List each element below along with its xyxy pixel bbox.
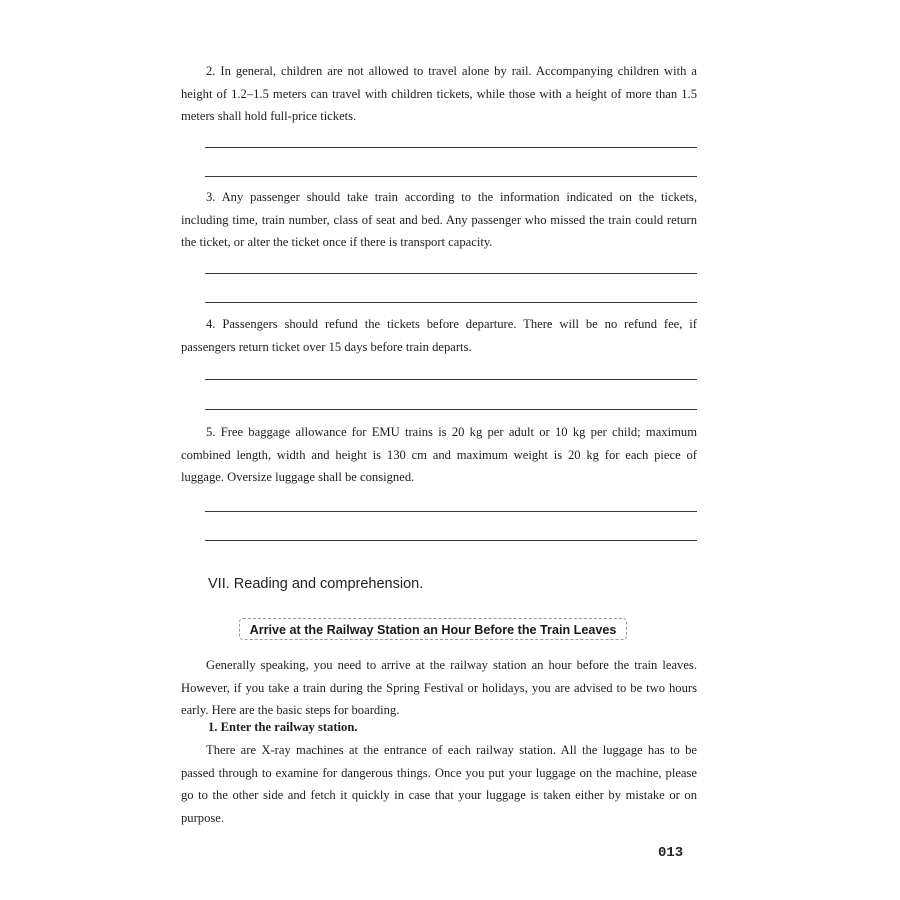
step-paragraph	[181, 739, 697, 829]
reading-title: Arrive at the Railway Station an Hour Before the Train Leaves	[239, 618, 627, 640]
step-paragraph-text: There are X-ray machines at the entrance of each railway station. All the luggage has to be passed through to examine for dangerous things. Once you put your luggage on the machine, please go to the other side and fetch it quickly in case that your luggage is taken either by mistake or on purpose.	[181, 743, 697, 825]
exercise-item-4-text: 4. Passengers should refund the tickets before departure. There will be no refund fee, if passengers return ticket over 15 days before train departs.	[181, 317, 697, 354]
answer-line[interactable]	[205, 511, 697, 512]
reading-intro	[181, 654, 697, 722]
answer-line[interactable]	[205, 273, 697, 274]
section-heading: VII. Reading and comprehension.	[208, 576, 424, 592]
page-number: 013	[658, 845, 684, 861]
exercise-item-2-text: 2. In general, children are not allowed to travel alone by rail. Accompanying children with a height of 1.2–1.5 meters can travel with children tickets, while those with a height of more than 1.5 meters shall hold full-price tickets.	[181, 64, 697, 123]
step-heading: 1. Enter the railway station.	[208, 720, 358, 734]
reading-intro-text: Generally speaking, you need to arrive at the railway station an hour before the train leaves. However, if you take a train during the Spring Festival or holidays, you are advised to be two hours early. Here are the basic steps for boarding.	[181, 658, 697, 717]
answer-line[interactable]	[205, 540, 697, 541]
exercise-item-4	[181, 313, 697, 358]
exercise-item-3	[181, 186, 697, 254]
exercise-item-3-text: 3. Any passenger should take train according to the information indicated on the tickets, including time, train number, class of seat and bed. Any passenger who missed the train could return the ticket, or alter the ticket once if there is transport capacity.	[181, 190, 697, 249]
exercise-item-2	[181, 60, 697, 128]
exercise-item-5	[181, 421, 697, 489]
answer-line[interactable]	[205, 409, 697, 410]
answer-line[interactable]	[205, 176, 697, 177]
exercise-item-5-text: 5. Free baggage allowance for EMU trains is 20 kg per adult or 10 kg per child; maximum combined length, width and height is 130 cm and maximum weight is 20 kg for each piece of luggage. Oversize luggage shall be consigned.	[181, 425, 697, 484]
answer-line[interactable]	[205, 379, 697, 380]
answer-line[interactable]	[205, 302, 697, 303]
answer-line[interactable]	[205, 147, 697, 148]
